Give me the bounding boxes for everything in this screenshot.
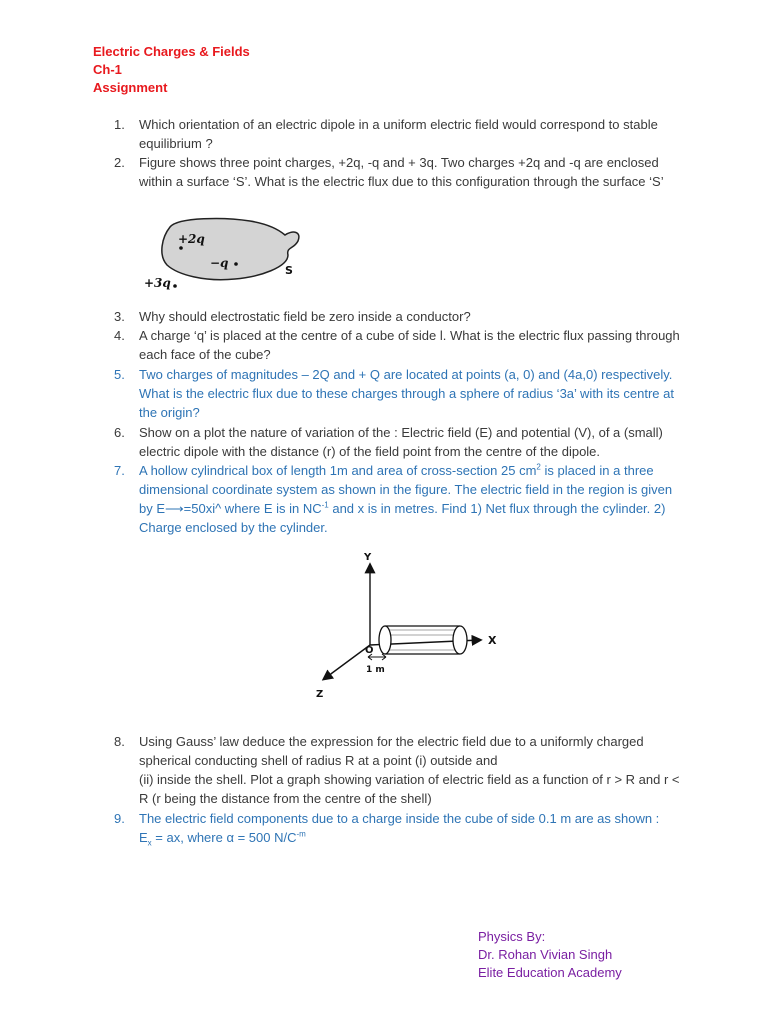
question-number: 6. — [114, 425, 125, 440]
question-number: 7. — [114, 463, 125, 478]
cylinder-right-face — [453, 626, 467, 654]
question-number: 4. — [114, 328, 125, 343]
question-text: Why should electrostatic field be zero inside a conductor? — [139, 309, 471, 324]
question-3 — [114, 307, 689, 326]
question-text: The electric field components due to a charge inside the cube of side 0.1 m are as shown : $E_x$ = ax, where α = 500 $N/C^{-m}$ — [139, 811, 660, 848]
x-axis-label: X — [488, 634, 497, 647]
question-number: 9. — [114, 811, 125, 826]
question-number: 2. — [114, 155, 125, 170]
question-7 — [114, 461, 689, 537]
question-2 — [114, 153, 689, 191]
chapter-label: Ch-1 — [93, 62, 122, 77]
surface-label-s: S — [285, 264, 293, 277]
question-number: 5. — [114, 367, 125, 382]
question-8 — [114, 732, 689, 808]
cylinder-left-face — [379, 626, 391, 654]
charge-q-dot — [234, 262, 238, 266]
y-axis-label: Y — [364, 552, 372, 563]
question-text: Two charges of magnitudes – 2Q and + Q are located at points (a, 0) and (4a,0) respectively. What is the electric flux due to these charges through a sphere of radius ‘3a’ with its centre at the origin? — [139, 367, 674, 420]
question-number: 3. — [114, 309, 125, 324]
question-1 — [114, 115, 689, 153]
origin-label: O — [365, 645, 374, 656]
question-number: 1. — [114, 117, 125, 132]
question-5 — [114, 365, 689, 422]
signature-academy: Elite Education Academy — [478, 965, 622, 980]
signature-line-1: Physics By: — [478, 929, 546, 944]
length-label: 1 m — [366, 665, 385, 675]
question-text: Figure shows three point charges, +2q, -q and + 3q. Two charges +2q and -q are enclosed within a surface ‘S’. What is the electric flux due to this configuration through the surface ‘S’ — [139, 155, 664, 189]
charge-label-2q: +2q — [178, 232, 205, 246]
signature-author: Dr. Rohan Vivian Singh — [478, 947, 613, 962]
question-number: 8. — [114, 734, 125, 749]
author-signature — [478, 928, 622, 982]
question-9 — [114, 809, 689, 853]
question-text: Using Gauss’ law deduce the expression for the electric field due to a uniformly charged spherical conducting shell of radius R at a point (i) outside and (ii) inside the shell. Plot a graph showing variation of electric field as a function of r > R and r < R (r being the distance from the centre of the shell) — [139, 734, 680, 806]
document-title: Electric Charges & Fields — [93, 44, 250, 59]
gaussian-surface-figure — [140, 215, 320, 295]
question-text: A charge ‘q’ is placed at the centre of a cube of side l. What is the electric flux passing through each face of the cube? — [139, 328, 680, 362]
question-text: Which orientation of an electric dipole in a uniform electric field would correspond to stable equilibrium ? — [139, 117, 658, 151]
assignment-label: Assignment — [93, 80, 168, 95]
charge-3q-dot — [173, 284, 177, 288]
question-6 — [114, 423, 689, 461]
z-axis-label: Z — [316, 689, 324, 700]
charge-label-3q: +3q — [144, 276, 171, 290]
document-header — [93, 43, 250, 97]
question-text: A hollow cylindrical box of length 1m and area of cross-section 25 $cm^2$ is placed in a three dimensional coordinate system as shown in the figure. The electric field in the region is given by E⟶=50xi^ where E is in $NC^{-1}$ and x is in metres. Find 1) Net flux through the cylinder. 2) Charge enclosed by the cylinder. — [139, 462, 673, 535]
charge-2q-dot — [179, 246, 183, 250]
cylinder-axes-figure — [300, 545, 510, 705]
question-4 — [114, 326, 689, 364]
z-axis — [324, 645, 370, 679]
question-text: Show on a plot the nature of variation of the : Electric field (E) and potential (V), of a (small) electric dipole with the distance (r) of the field point from the centre of the dipole. — [139, 425, 663, 459]
charge-label-q: −q — [210, 256, 229, 270]
